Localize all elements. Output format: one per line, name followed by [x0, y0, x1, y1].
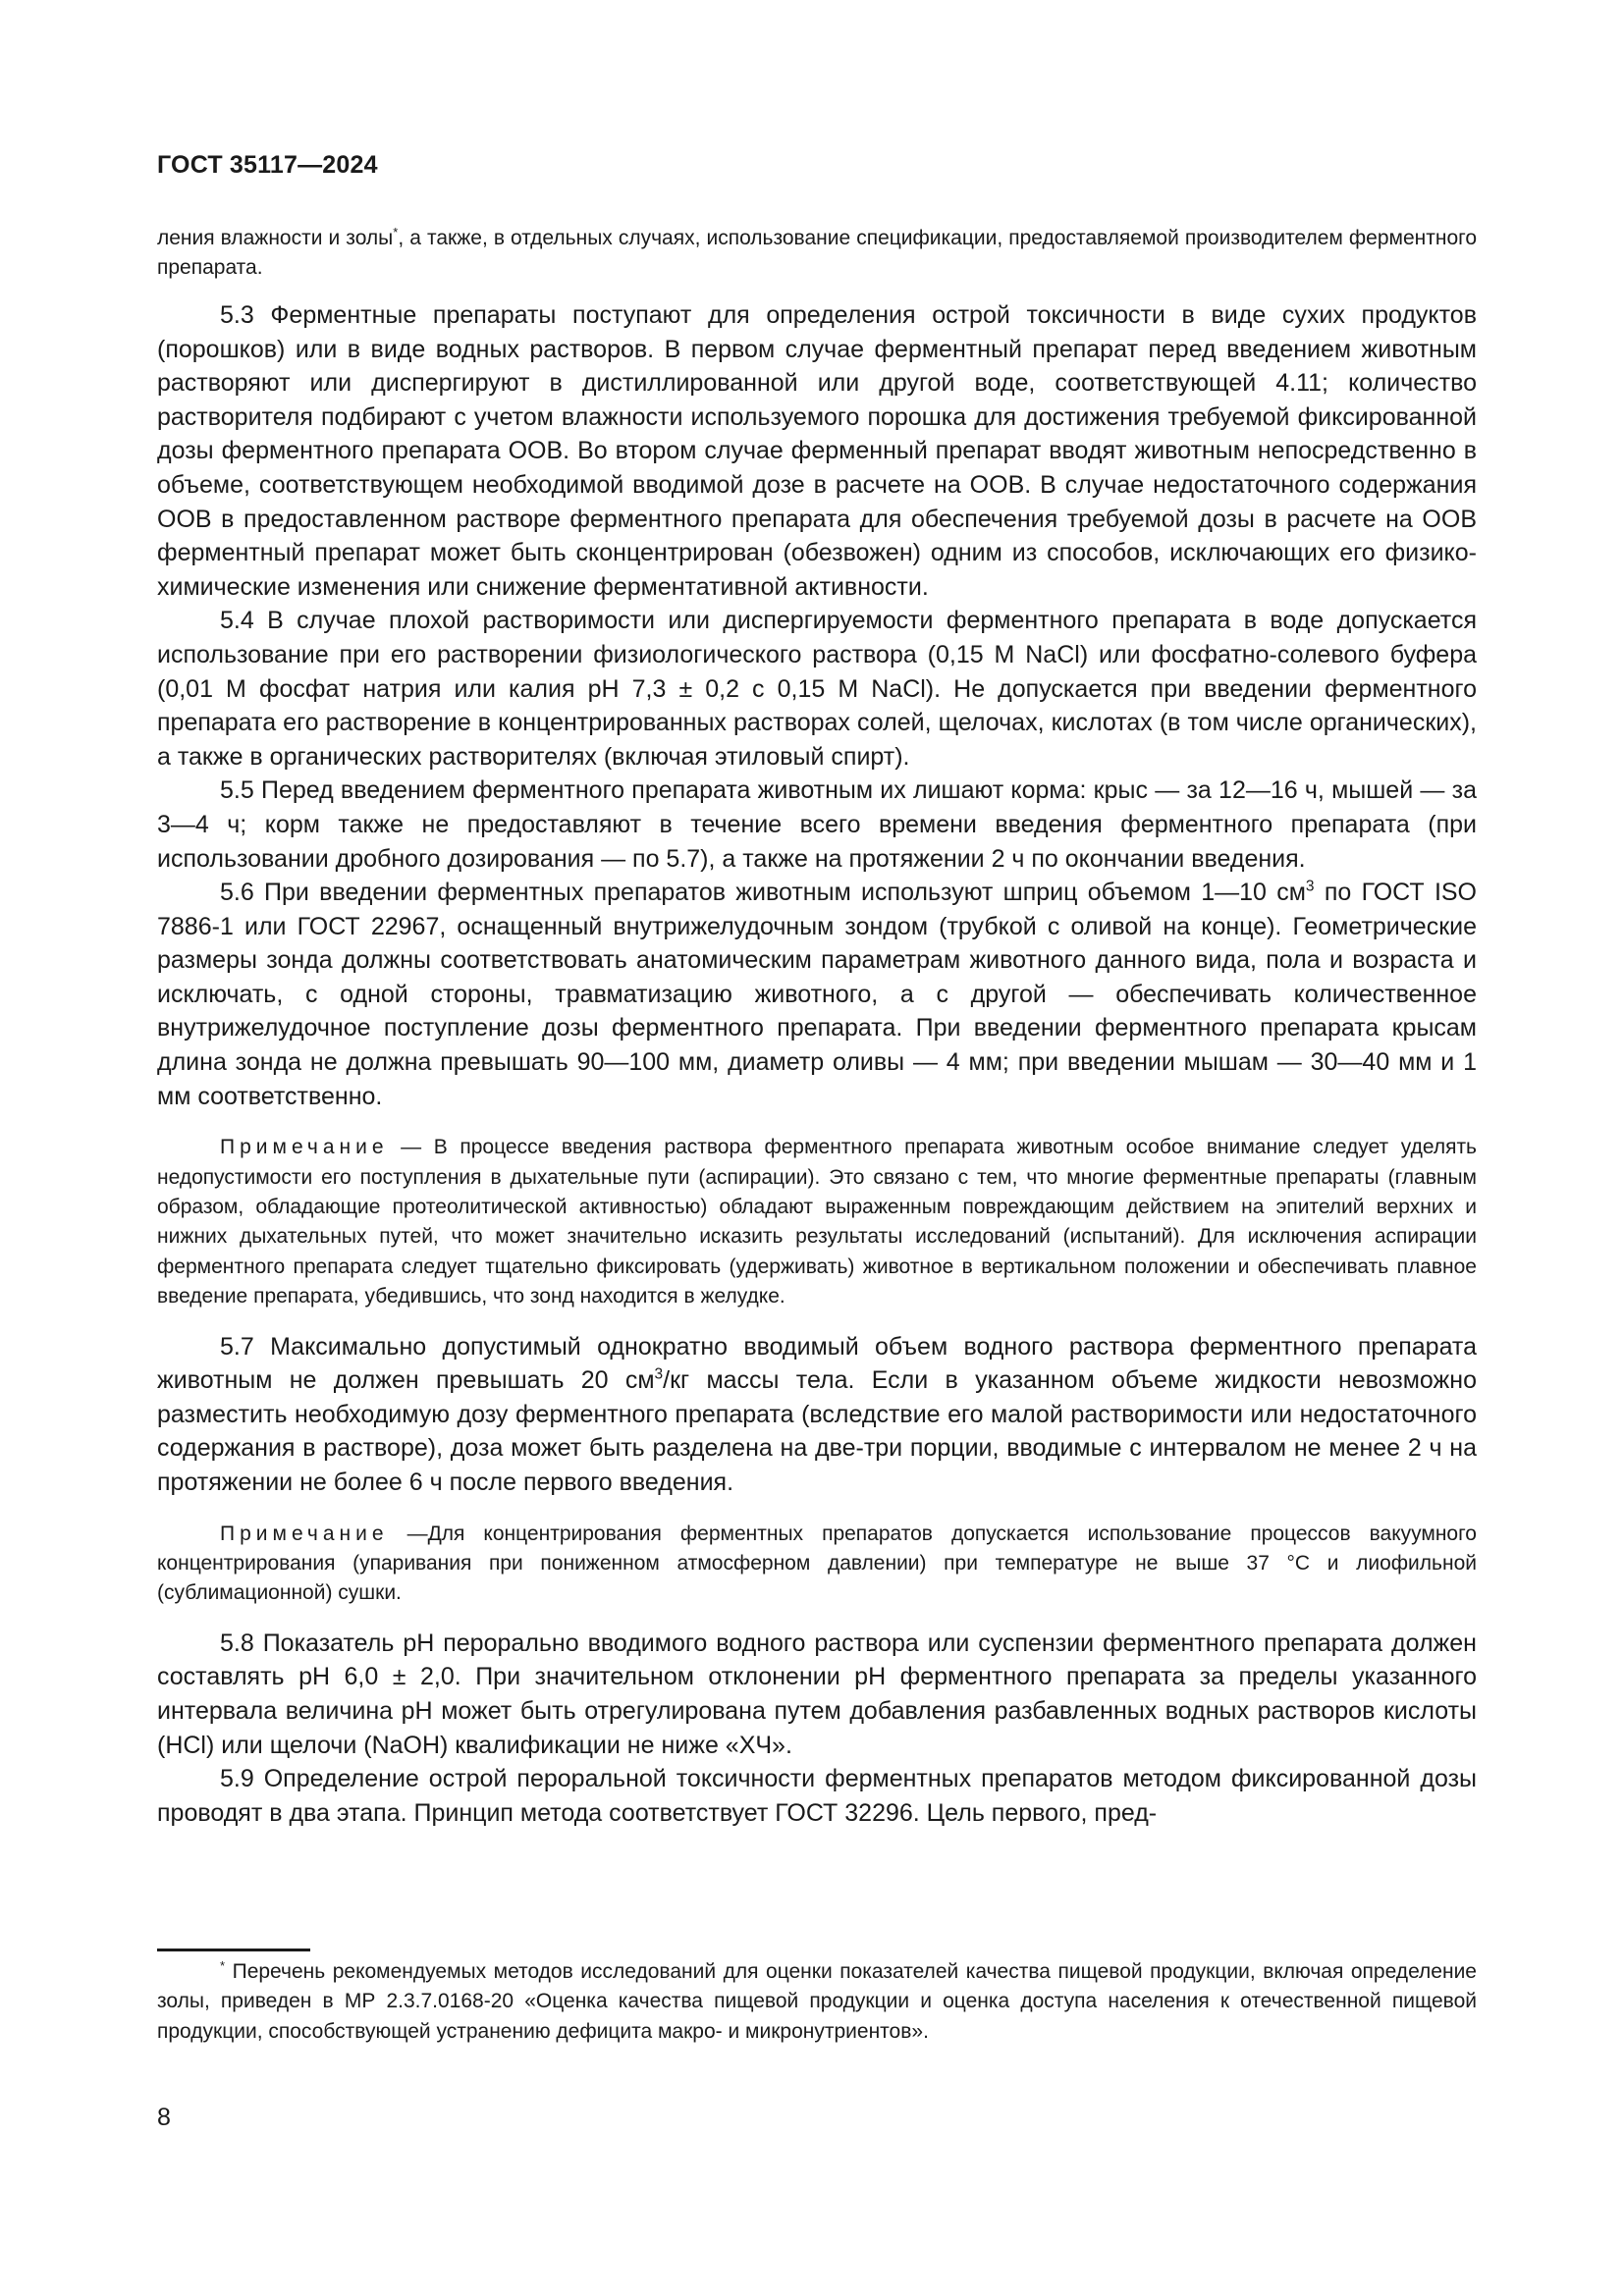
superscript-cube: 3	[654, 1365, 664, 1383]
paragraph-5-7	[157, 1330, 1477, 1500]
footnote-text: Перечень рекомендуемых методов исследований для оценки показателей качества пищевой продукции, включая определение золы, приведен в МР 2.3.7.0168-20 «Оценка качества пищевой продукции и оценка доступа населения к отечественной пищевой продукции, способствующей устранению дефицита макро- и микронутриентов».	[157, 1960, 1477, 2043]
superscript-cube: 3	[1305, 878, 1315, 895]
footnote	[157, 1957, 1477, 2047]
page-number: 8	[157, 2104, 171, 2131]
text-run: по ГОСТ ISO 7886-1 или ГОСТ 22967, оснащенный внутрижелудочным зондом (трубкой с оливой на конце). Геометрические размеры зонда должны соответствовать анатомическим параметрам животного данного вида, пола и возраста и исключать, с одной стороны, травматизацию животного, а с другой — обеспечивать количественное внутрижелудочное поступление дозы ферментного препарата. При введении ферментного препарата крысам длина зонда не должна превышать 90—100 мм, диаметр оливы — 4 мм; при введении мышам — 30—40 мм и 1 мм соответственно.	[157, 879, 1478, 1110]
note-label: Примечание	[220, 1522, 389, 1545]
paragraph-5-5: 5.5 Перед введением ферментного препарата животным их лишают корма: крыс — за 12—16 ч, мышей — за 3—4 ч; корм также не предоставляют в течение всего времени введения ферментного препарата (при использовании дробного дозирования — по 5.7), а также на протяжении 2 ч по окончании введения.	[157, 776, 1477, 873]
footnote-divider	[157, 1949, 310, 1951]
paragraph-5-6	[157, 876, 1477, 1113]
paragraph-continuation	[157, 224, 1477, 283]
note-text: —Для концентрирования ферментных препаратов допускается использование процессов вакуумного концентрирования (упаривания при пониженном атмосферном давлении) при температуре не выше 37 °С и лиофильной (сублимационной) сушки.	[157, 1522, 1477, 1605]
document-header: ГОСТ 35117—2024	[157, 151, 378, 179]
paragraph-5-8: 5.8 Показатель рН перорально вводимого водного раствора или суспензии ферментного препарата должен составлять рН 6,0 ± 2,0. При значительном отклонении рН ферментного препарата за пределы указанного интервала величина рН может быть отрегулирована путем добавления разбавленных водных растворов кислоты (HCl) или щелочи (NaOH) квалификации не ниже «ХЧ».	[157, 1629, 1477, 1759]
paragraph-5-9: 5.9 Определение острой пероральной токсичности ферментных препаратов методом фиксированной дозы проводят в два этапа. Принцип метода соответствует ГОСТ 32296. Цель первого, пред-	[157, 1765, 1477, 1827]
note-1	[157, 1133, 1477, 1311]
document-body	[157, 224, 1477, 1830]
text-run: ления влажности и золы	[157, 227, 394, 249]
paragraph-5-4: 5.4 В случае плохой растворимости или диспергируемости ферментного препарата в воде допускается использование при его растворении физиологического раствора (0,15 М NaCl) или фосфатно-солевого буфера (0,01 М фосфат натрия или калия рН 7,3 ± 0,2 с 0,15 М NaCl). Не допускается при введении ферментного препарата его растворение в концентрированных растворах солей, щелочах, кислотах (в том числе органических), а также в органических растворителях (включая этиловый спирт).	[157, 607, 1477, 771]
footnote-ref[interactable]: *	[393, 225, 399, 240]
text-run: , а также, в отдельных случаях, использование спецификации, предоставляемой производителем ферментного препарата.	[157, 227, 1478, 279]
note-label: Примечание	[220, 1136, 389, 1159]
text-run: 5.6 При введении ферментных препаратов животным используют шприц объемом 1—10 см	[220, 879, 1306, 907]
paragraph-5-3: 5.3 Ферментные препараты поступают для определения острой токсичности в виде сухих продуктов (порошков) или в виде водных растворов. В первом случае ферментный препарат перед введением животным растворяют или диспергируют в дистиллированной или другой воде, соответствующей 4.11; количество растворителя подбирают с учетом влажности используемого порошка для достижения требуемой фиксированной дозы ферментного препарата ООВ. Во втором случае ферменный препарат вводят животным непосредственно в объеме, соответствующем необходимой вводимой дозе в расчете на ООВ. В случае недостаточного содержания ООВ в предоставленном растворе ферментного препарата для обеспечения требуемой дозы в расчете на ООВ ферментный препарат может быть сконцентрирован (обезвожен) одним из способов, исключающих его физико-химические изменения или снижение ферментативной активности.	[157, 301, 1477, 601]
text-run: 5.7 Максимально допустимый однократно вводимый объем водного раствора ферментного препарата животным не должен превышать 20 см	[157, 1332, 1477, 1395]
text-run: /кг массы тела. Если в указанном объеме жидкости невозможно разместить необходимую дозу ферментного препарата (вследствие его малой растворимости или недостаточного содержания в растворе), доза может быть разделена на две-три порции, вводимые с интервалом не менее 2 ч на протяжении не более 6 ч после первого введения.	[157, 1366, 1477, 1497]
note-text: — В процессе введения раствора ферментного препарата животным особое внимание следует уделять недопустимости его поступления в дыхательные пути (аспирации). Это связано с тем, что многие ферментные препараты (главным образом, обладающие протеолитической активностью) обладают выраженным повреждающим действием на эпителий верхних и нижних дыхательных путей, что может значительно исказить результаты исследований (испытаний). Для исключения аспирации ферментного препарата следует тщательно фиксировать (удерживать) животное в вертикальном положении и обеспечивать плавное введение препарата, убедившись, что зонд находится в желудке.	[157, 1136, 1477, 1308]
footnote-marker: *	[220, 1958, 226, 1973]
note-2	[157, 1520, 1477, 1609]
